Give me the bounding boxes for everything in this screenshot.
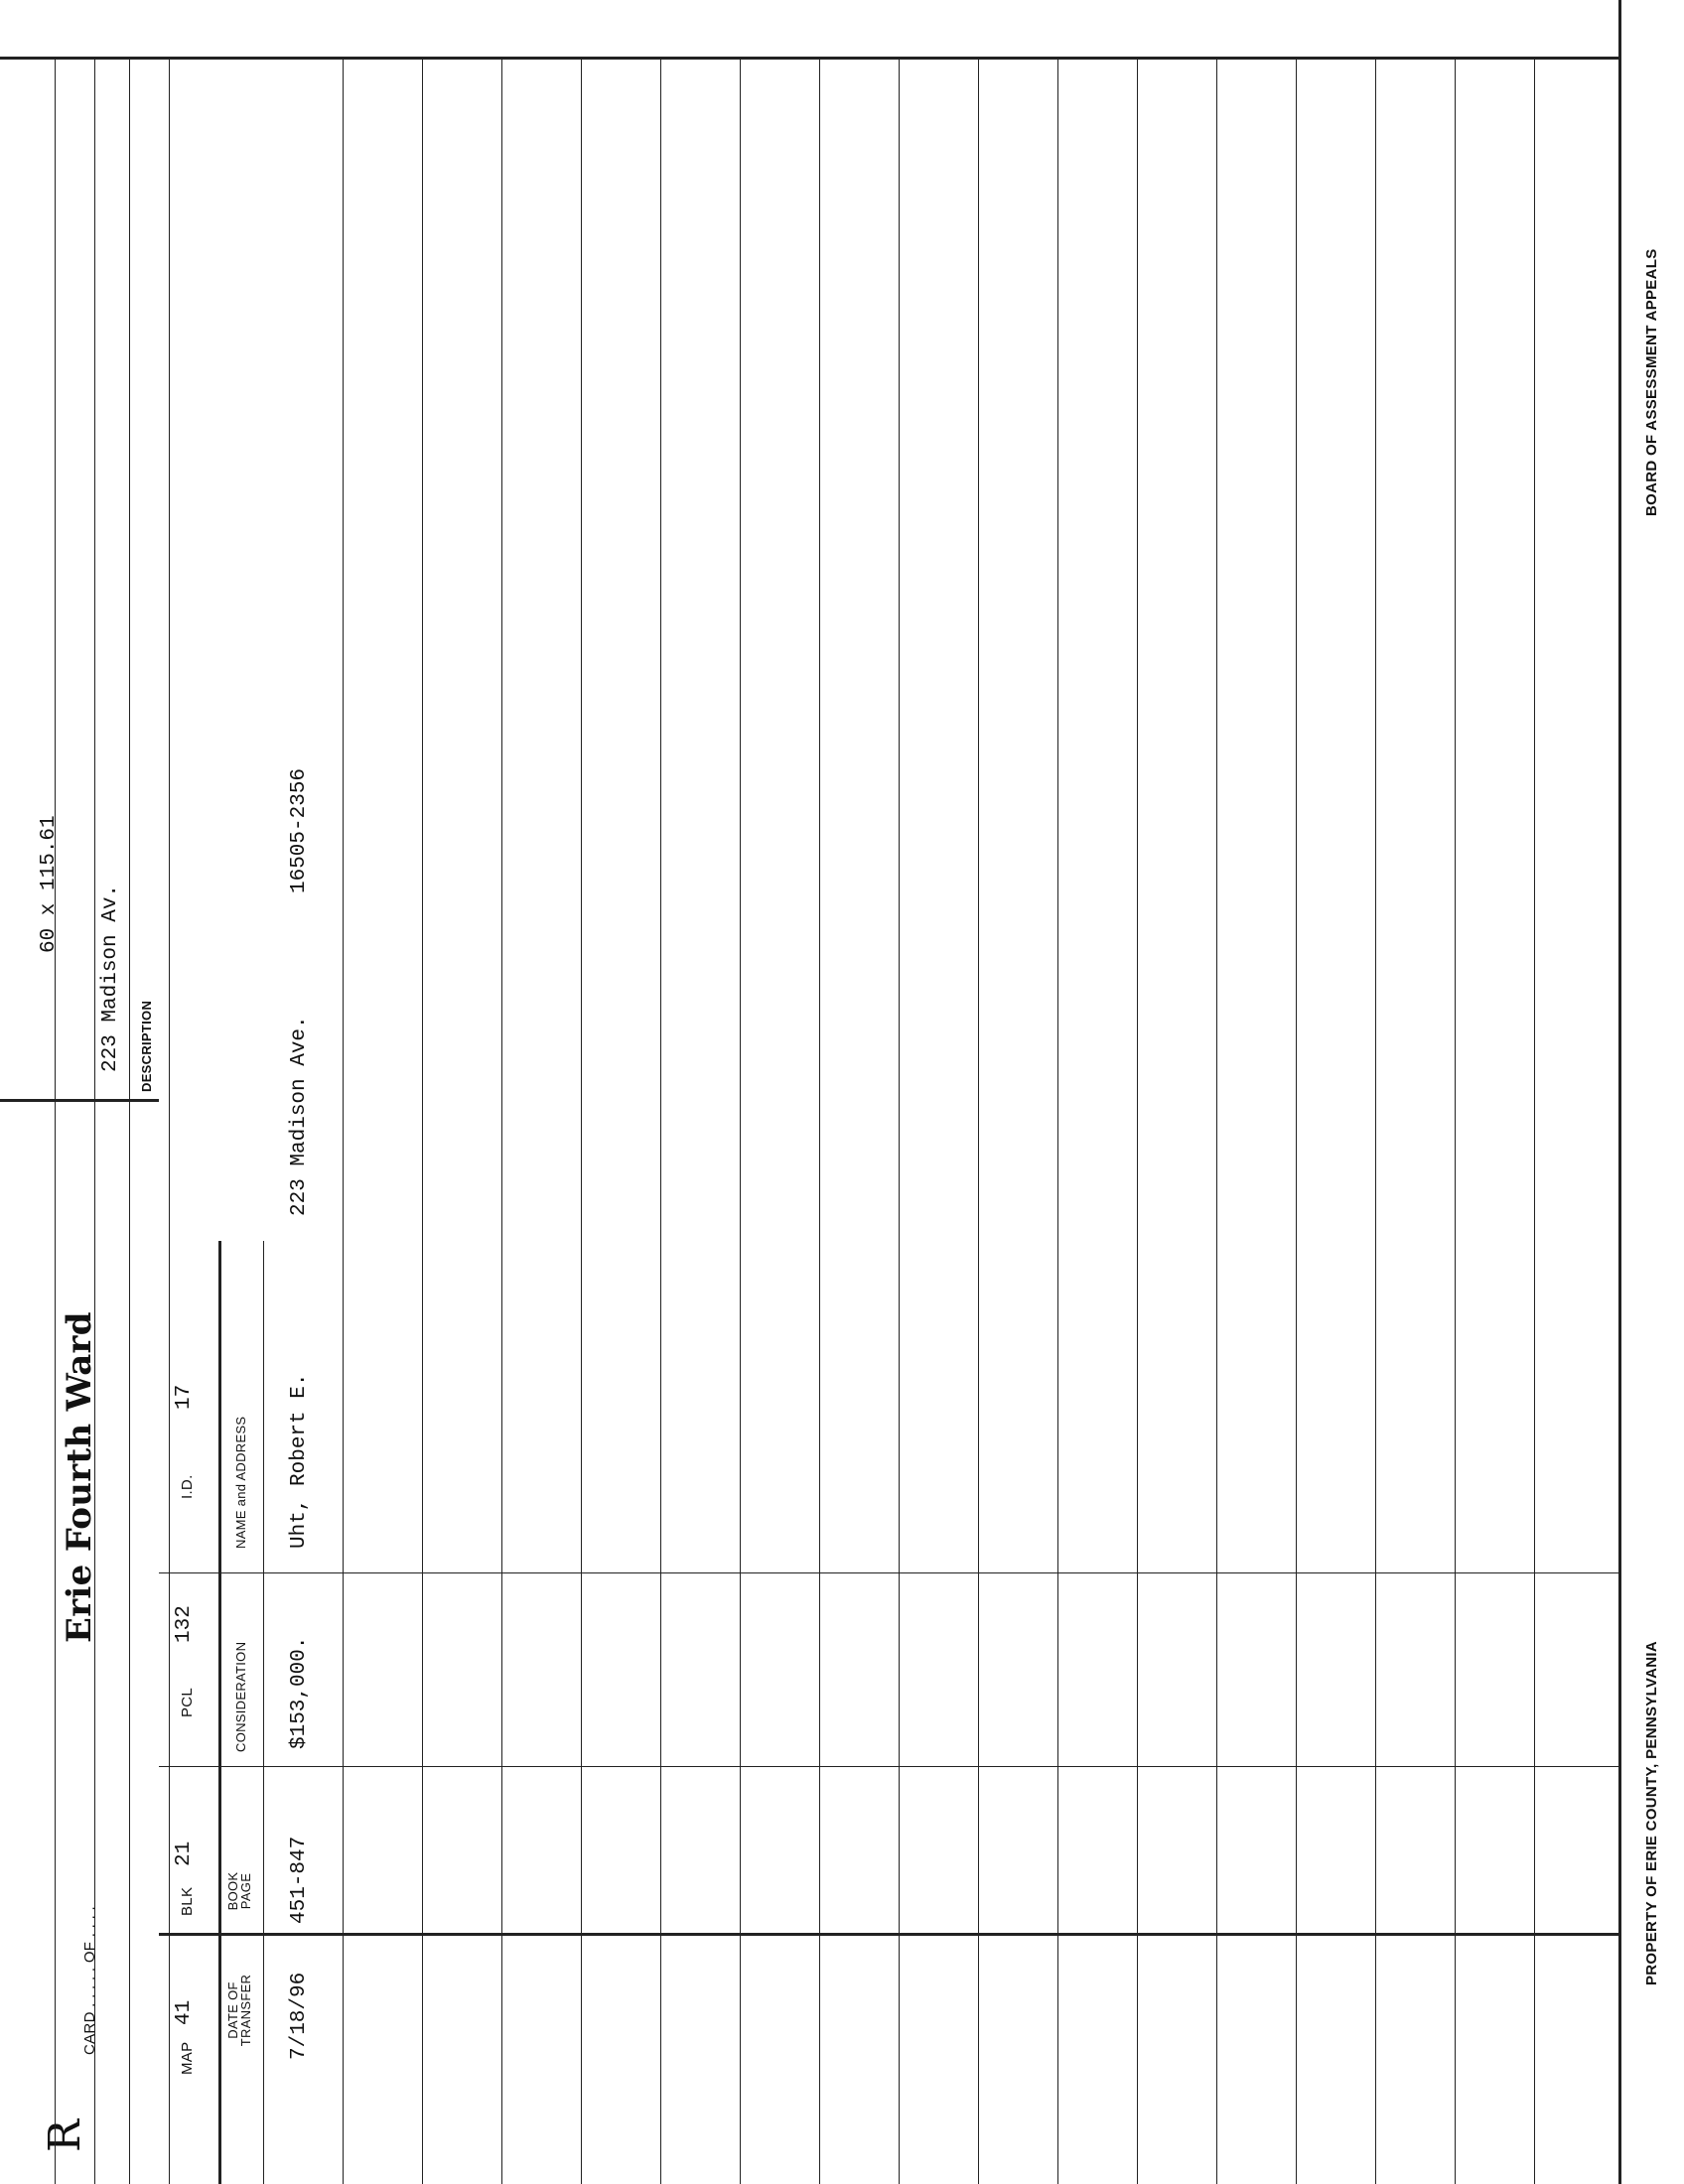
- rule: [1137, 60, 1138, 2184]
- col-consideration: CONSIDERATION: [233, 1641, 248, 1752]
- rule: [819, 60, 820, 2184]
- rule: [501, 60, 502, 2184]
- blk-value: 21: [173, 1841, 196, 1866]
- col-divider: [159, 1933, 1618, 1936]
- col-divider: [159, 1572, 1618, 1573]
- rule: [129, 60, 130, 2184]
- rule: [581, 60, 582, 2184]
- map-label: MAP: [179, 2041, 196, 2075]
- id-label: I.D.: [179, 1474, 196, 1499]
- transfer-consideration: $153,000.: [288, 1636, 311, 1749]
- initial-mark: R: [40, 2118, 90, 2152]
- rule: [55, 60, 56, 2184]
- transfer-address: 223 Madison Ave.: [288, 1016, 311, 1216]
- description-address: 223 Madison Av.: [99, 884, 122, 1072]
- rule: [218, 1241, 221, 2184]
- footer-right: BOARD OF ASSESSMENT APPEALS: [1643, 248, 1660, 516]
- rule: [740, 60, 741, 2184]
- rule: [1216, 60, 1217, 2184]
- pcl-value: 132: [173, 1605, 196, 1643]
- footer-left: PROPERTY OF ERIE COUNTY, PENNSYLVANIA: [1643, 1641, 1660, 1985]
- transfer-date: 7/18/96: [288, 1972, 311, 2060]
- rule: [1057, 60, 1058, 2184]
- rule: [169, 60, 170, 2184]
- rule: [1375, 60, 1376, 2184]
- col-name-address: NAME and ADDRESS: [233, 1416, 248, 1549]
- description-dims: 60 x 115.61: [38, 815, 61, 953]
- pcl-label: PCL: [179, 1687, 196, 1717]
- transfer-zip: 16505-2356: [288, 767, 311, 893]
- header-divider: [0, 1099, 159, 1102]
- rule: [899, 60, 900, 2184]
- rule: [422, 60, 423, 2184]
- rule: [660, 60, 661, 2184]
- rule: [1455, 60, 1456, 2184]
- description-label: DESCRIPTION: [139, 1000, 154, 1092]
- id-value: 17: [173, 1384, 196, 1410]
- col-divider: [159, 1766, 1618, 1767]
- rule: [343, 60, 344, 2184]
- transfer-name: Uht, Robert E.: [288, 1373, 311, 1549]
- col-date-of-transfer: DATE OF TRANSFER: [225, 1974, 253, 2047]
- rule: [1296, 60, 1297, 2184]
- rule: [978, 60, 979, 2184]
- card-label: CARD . . . . . OF . . . .: [81, 1905, 98, 2055]
- frame-bottom: [1618, 0, 1621, 2184]
- col-book-page: BOOK PAGE: [225, 1871, 253, 1911]
- rule: [1534, 60, 1535, 2184]
- blk-label: BLK: [179, 1886, 196, 1916]
- ward-title: Erie Fourth Ward: [60, 1311, 99, 1643]
- rule: [94, 60, 95, 2184]
- transfer-book: 451-847: [288, 1836, 311, 1924]
- map-value: 41: [173, 1999, 196, 2025]
- rule: [263, 1241, 264, 2184]
